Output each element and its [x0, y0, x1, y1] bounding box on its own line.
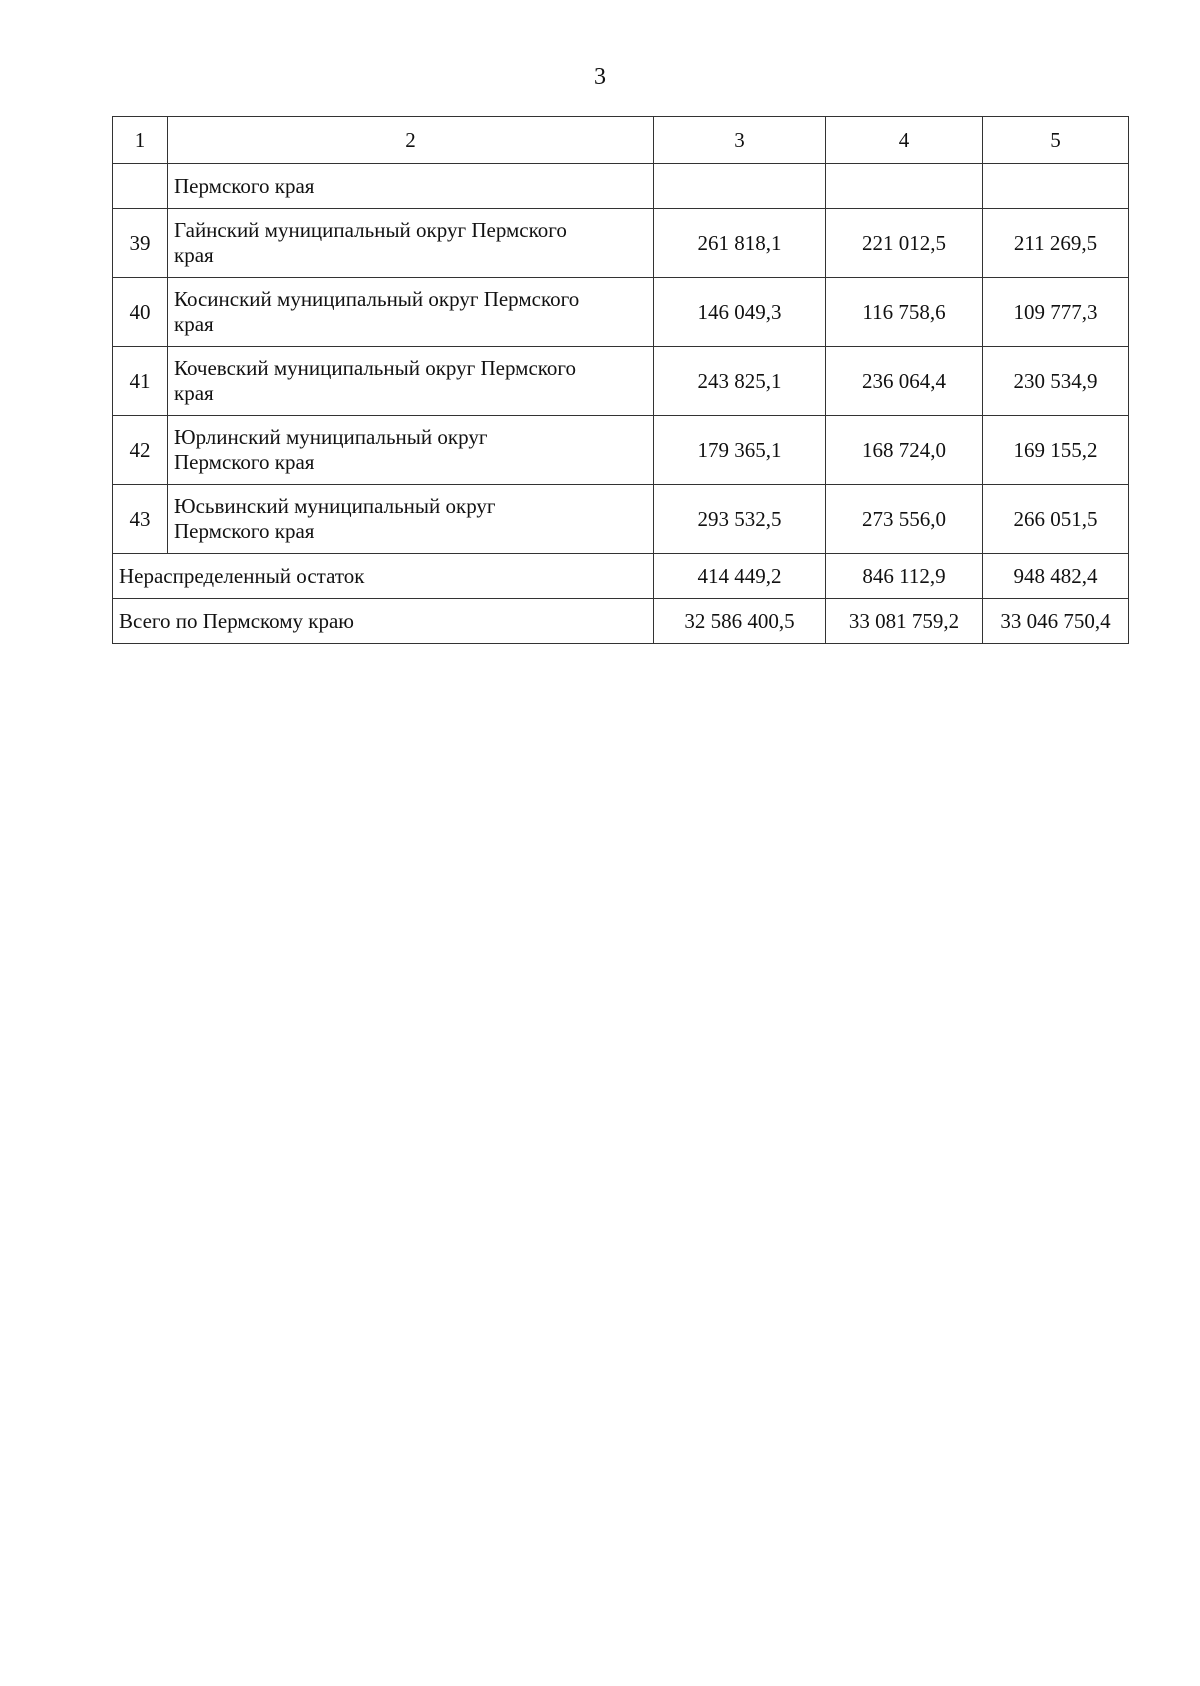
- row-name: [168, 416, 654, 485]
- row-name-line-2: края: [174, 312, 214, 336]
- summary-label: Нераспределенный остаток: [113, 554, 654, 599]
- summary-row-unallocated: [113, 554, 1129, 599]
- table-row: [113, 347, 1129, 416]
- row-number: 41: [113, 347, 168, 416]
- row-value-4: [826, 164, 983, 209]
- row-name-line-1: Гайнский муниципальный округ Пермского: [174, 218, 567, 242]
- row-name-line-2: края: [174, 381, 214, 405]
- row-number: 39: [113, 209, 168, 278]
- row-number: 40: [113, 278, 168, 347]
- row-value-3: 261 818,1: [654, 209, 826, 278]
- row-value-5: 230 534,9: [983, 347, 1129, 416]
- row-name-line-2: Пермского края: [174, 519, 315, 543]
- column-header-2: 2: [168, 117, 654, 164]
- summary-value-5: 33 046 750,4: [983, 599, 1129, 644]
- row-number: [113, 164, 168, 209]
- table-row: [113, 209, 1129, 278]
- table-row: [113, 278, 1129, 347]
- table-row: [113, 416, 1129, 485]
- summary-value-5: 948 482,4: [983, 554, 1129, 599]
- row-value-4: 236 064,4: [826, 347, 983, 416]
- row-value-5: 211 269,5: [983, 209, 1129, 278]
- table-row: [113, 485, 1129, 554]
- row-name: [168, 347, 654, 416]
- row-name: [168, 209, 654, 278]
- column-header-3: 3: [654, 117, 826, 164]
- row-value-4: 221 012,5: [826, 209, 983, 278]
- row-name-line-1: Юсьвинский муниципальный округ: [174, 494, 496, 518]
- table-header-row: [113, 117, 1129, 164]
- row-value-5: [983, 164, 1129, 209]
- row-name-line-1: Кочевский муниципальный округ Пермского: [174, 356, 577, 380]
- row-number: 42: [113, 416, 168, 485]
- row-number: 43: [113, 485, 168, 554]
- row-name-line-2: края: [174, 243, 214, 267]
- row-name: [168, 485, 654, 554]
- row-value-5: 266 051,5: [983, 485, 1129, 554]
- row-name-line-1: Косинский муниципальный округ Пермского: [174, 287, 580, 311]
- summary-value-4: 846 112,9: [826, 554, 983, 599]
- row-value-3: 179 365,1: [654, 416, 826, 485]
- row-value-5: 169 155,2: [983, 416, 1129, 485]
- row-value-3: 146 049,3: [654, 278, 826, 347]
- summary-row-total: [113, 599, 1129, 644]
- summary-value-3: 414 449,2: [654, 554, 826, 599]
- column-header-4: 4: [826, 117, 983, 164]
- row-value-3: [654, 164, 826, 209]
- table-row-continuation: [113, 164, 1129, 209]
- row-name-line-2: Пермского края: [174, 450, 315, 474]
- row-value-4: 273 556,0: [826, 485, 983, 554]
- row-value-3: 243 825,1: [654, 347, 826, 416]
- row-name-line-1: Юрлинский муниципальный округ: [174, 425, 488, 449]
- summary-value-4: 33 081 759,2: [826, 599, 983, 644]
- page-number: 3: [594, 64, 606, 90]
- row-name: [168, 278, 654, 347]
- summary-label: Всего по Пермскому краю: [113, 599, 654, 644]
- budget-table: [112, 116, 1129, 644]
- row-name: Пермского края: [168, 164, 654, 209]
- row-value-4: 168 724,0: [826, 416, 983, 485]
- column-header-1: 1: [113, 117, 168, 164]
- summary-value-3: 32 586 400,5: [654, 599, 826, 644]
- row-value-4: 116 758,6: [826, 278, 983, 347]
- column-header-5: 5: [983, 117, 1129, 164]
- row-value-3: 293 532,5: [654, 485, 826, 554]
- row-value-5: 109 777,3: [983, 278, 1129, 347]
